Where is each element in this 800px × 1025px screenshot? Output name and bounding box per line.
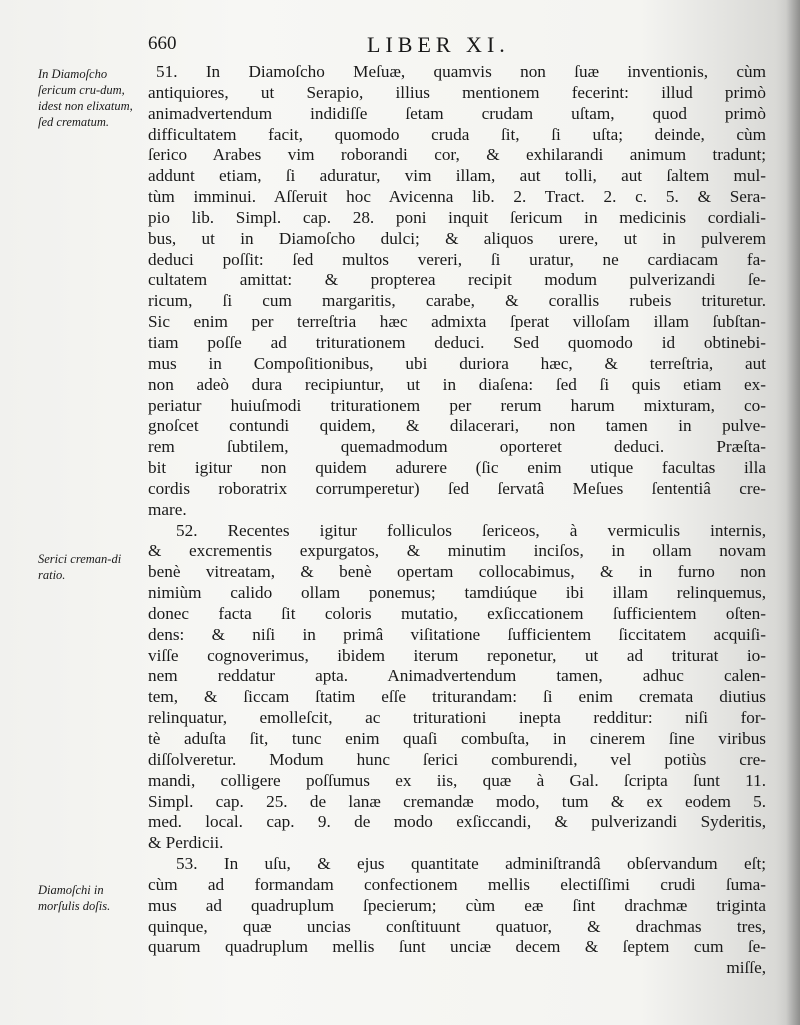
text-line: Sic enim per terreſtria hæc admixta ſperat villoſam illam ſubſtan- bbox=[148, 312, 766, 332]
text-line: & Perdicii. bbox=[148, 833, 224, 853]
text-line: cultatem amittat: & propterea recipit modum pulverizandi ſe- bbox=[148, 270, 766, 290]
text-line: med. local. cap. 9. de modo exſiccandi, & pulverizandi Syderitis, bbox=[148, 812, 766, 832]
margin-note: In Diamoſcho ſericum cru-dum, idest non elixatum, ſed crematum. bbox=[38, 67, 133, 129]
margin-notes bbox=[0, 0, 150, 1025]
text-line: mandi, colligere poſſumus ex iis, quæ à Gal. ſcripta ſunt 11. bbox=[148, 770, 766, 790]
text-line: cùm ad formandam confectionem mellis electiſſimi crudi ſuma- bbox=[148, 874, 766, 894]
text-line: donec facta ſit coloris mutatio, exſiccationem ſufficientem oſten- bbox=[148, 603, 766, 623]
text-line: non adeò dura recipiuntur, ut in diaſena: ſed ſi quis etiam ex- bbox=[148, 374, 766, 394]
text-line: cordis roboratrix corrumperetur) ſed ſervatâ Meſues ſententiâ cre- bbox=[148, 478, 766, 498]
text-line: tem, & ſiccam ſtatim eſſe triturandam: ſi enim cremata diutius bbox=[148, 687, 766, 707]
text-line: bit igitur non quidem adurere (ſic enim utique facultas illa bbox=[148, 458, 766, 478]
text-line: quarum quadruplum mellis ſunt unciæ decem & ſeptem cum ſe- bbox=[148, 937, 766, 957]
text-line: relinquatur, emolleſcit, ac triturationi inepta redditur: niſi for- bbox=[148, 708, 766, 728]
text-line: mus in Compoſitionibus, ubi duriora hæc, & terreſtria, aut bbox=[148, 353, 766, 373]
margin-note: Diamoſchi in morſulis doſis. bbox=[38, 883, 111, 913]
text-line: 53. In uſu, & ejus quantitate adminiſtrandâ obſervandum eſt; bbox=[176, 854, 766, 874]
text-line: gnoſcet contundi quidem, & dilacerari, non tamen in pulve- bbox=[148, 416, 766, 436]
text-line: ricum, ſi cum margaritis, carabe, & corallis rubeis trituretur. bbox=[148, 291, 766, 311]
text-line: mus ad quadruplum ſpecierum; cùm eæ ſint drachmæ triginta bbox=[148, 895, 766, 915]
running-title: LIBER XI. bbox=[367, 32, 510, 57]
text-line: benè vitreatam, & benè opertam collocabimus, & in furno non bbox=[148, 562, 766, 582]
text-line: addunt etiam, ſi aduratur, vim illam, aut tolli, aut ſaltem mul- bbox=[148, 166, 766, 186]
margin-note: Serici creman-di ratio. bbox=[38, 552, 122, 582]
catchword: miſſe, bbox=[726, 958, 766, 978]
text-line: deduci poſſit: ſed multos vereri, ſi uratur, ne cardiacam fa- bbox=[148, 249, 766, 269]
page-number: 660 bbox=[148, 33, 177, 54]
text-line: viſſe cognoverimus, ibidem iterum reponetur, ut ad triturat io- bbox=[148, 645, 766, 665]
text-line: diſſolveretur. Modum hunc ſerici comburendi, vel potiùs cre- bbox=[148, 749, 766, 769]
text-line: mare. bbox=[148, 499, 187, 519]
text-line: animadvertendum indidiſſe ſetam crudam uſtam, quod primò bbox=[148, 103, 766, 123]
text-line: nem reddatur apta. Animadvertendum tamen, adhuc calen- bbox=[148, 666, 766, 686]
text-line: rem ſubtilem, quemadmodum oporteret deduci. Præſta- bbox=[148, 437, 766, 457]
text-line: quinque, quæ uncias conſtituunt quatuor, & drachmas tres, bbox=[148, 916, 766, 936]
text-line: bus, ut in Diamoſcho dulci; & aliquos urere, ut in pulverem bbox=[148, 228, 766, 248]
text-line: difficultatem facit, quomodo cruda ſit, ſi uſta; deinde, cùm bbox=[148, 124, 766, 144]
text-line: ſerico Arabes vim roborandi cor, & exhilarandi animum tradunt; bbox=[148, 145, 766, 165]
text-line: Simpl. cap. 25. de lanæ cremandæ modo, tum & ex eodem 5. bbox=[148, 791, 766, 811]
text-line: antiquiores, ut Serapio, illius mentionem fecerint: illud primò bbox=[148, 82, 766, 102]
page-edge-shadow bbox=[786, 0, 800, 1025]
text-line: pio lib. Simpl. cap. 28. poni inquit ſericum in medicinis cordiali- bbox=[148, 207, 766, 227]
text-line: dens: & niſi in primâ viſitatione ſufficientem ſiccitatem acquiſi- bbox=[148, 624, 766, 644]
text-line: 52. Recentes igitur folliculos ſericeos, à vermiculis internis, bbox=[176, 520, 766, 540]
text-line: tùm imminui. Aſſeruit hoc Avicenna lib. 2. Tract. 2. c. 5. & Sera- bbox=[148, 187, 766, 207]
text-line: 51. In Diamoſcho Meſuæ, quamvis non ſuæ inventionis, cùm bbox=[156, 62, 766, 81]
text-line: nimiùm calido ollam ponemus; tamdiúque ibi illam relinquemus, bbox=[148, 583, 766, 603]
text-line: periatur huiuſmodi triturationem per rerum harum mixturam, co- bbox=[148, 395, 766, 415]
text-line: tiam poſſe ad triturationem deduci. Sed quomodo id obtinebi- bbox=[148, 332, 766, 352]
text-line: & excrementis expurgatos, & minutim inciſos, in ollam novam bbox=[148, 541, 766, 561]
text-line: tè aduſta ſit, tunc enim quaſi combuſta, in cinerem ſine viribus bbox=[148, 729, 766, 748]
body-text bbox=[148, 62, 766, 979]
